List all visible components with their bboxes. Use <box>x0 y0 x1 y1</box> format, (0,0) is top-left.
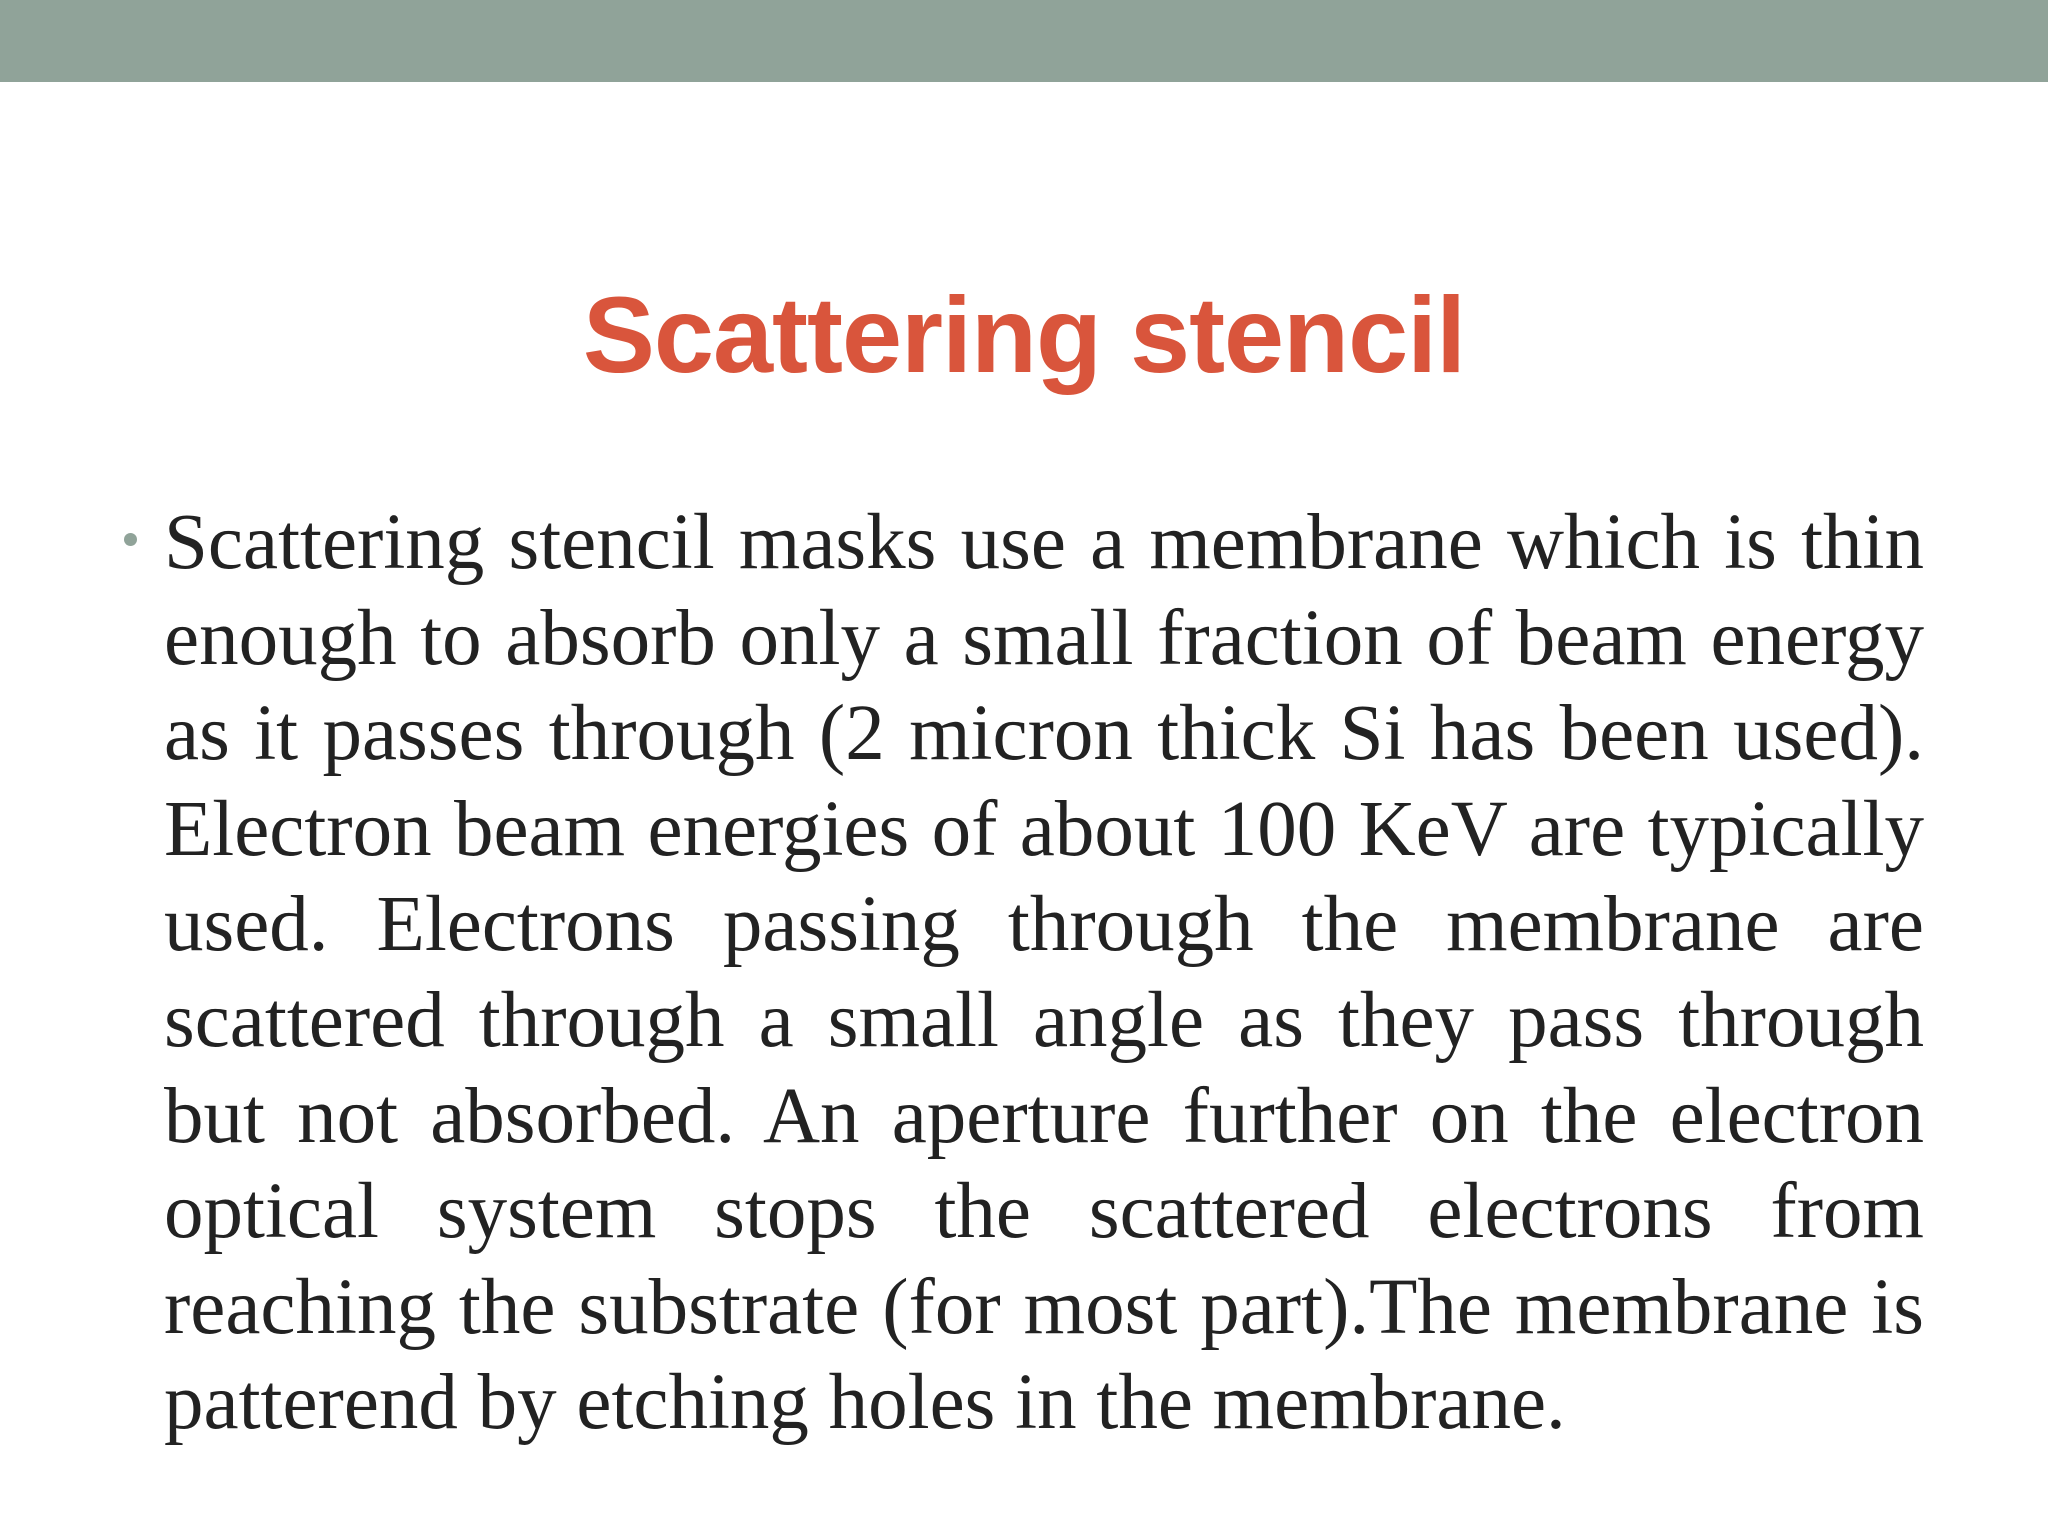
bullet-dot-icon <box>124 533 137 546</box>
bullet-text: Scattering stencil masks use a membrane which is thin enough to absorb only a small fraction of beam energy as it passes through (2 micron thick Si has been used). Electron beam energies of about 100 KeV are typically used. Electrons passing through the membrane are scattered through a small angle as they pass through but not absorbed. An aperture further on the electron optical system stops the scattered electrons from reaching the substrate (for most part).The membrane is patterend by etching holes in the membrane. <box>164 499 1924 1447</box>
header-band <box>0 0 2048 82</box>
slide-title: Scattering stencil <box>582 274 1466 395</box>
bullet-item <box>164 495 1924 1451</box>
bullet-list <box>164 495 1924 1451</box>
